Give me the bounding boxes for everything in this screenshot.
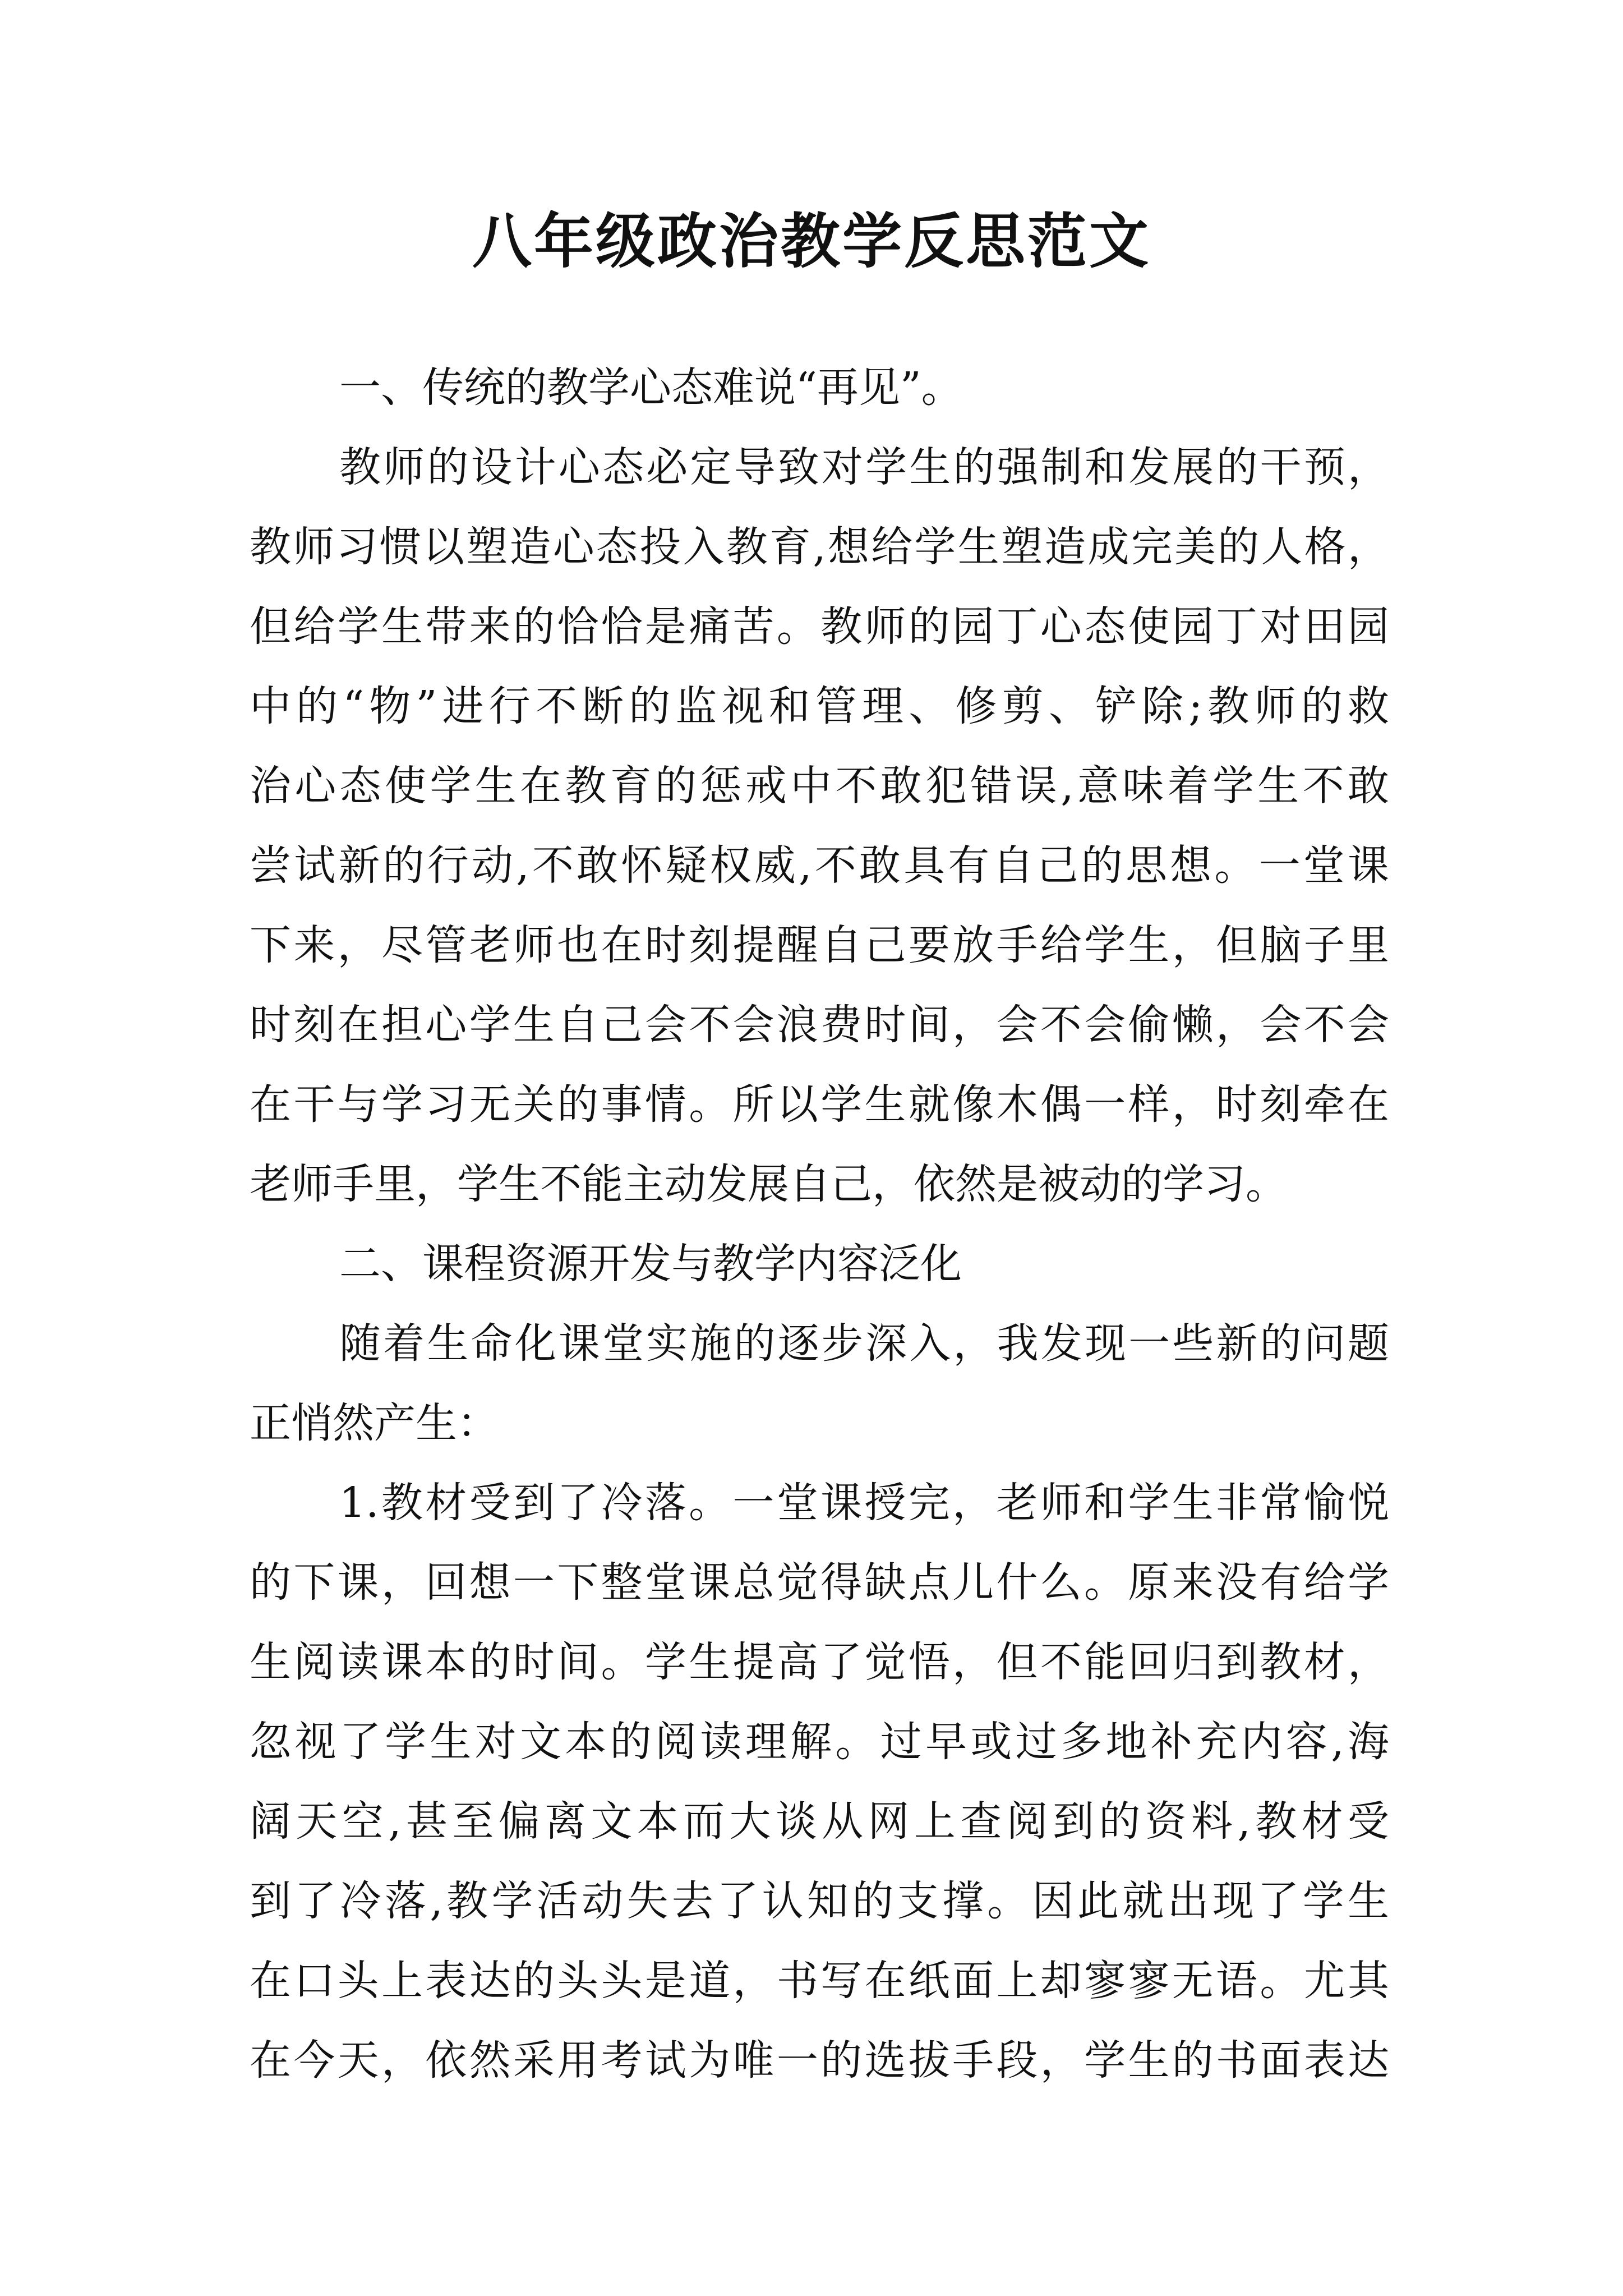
paragraph-line: 忽视了学生对文本的阅读理解。过早或过多地补充内容,海 [250,1718,1389,1766]
paragraph-line: 生阅读课本的时间。学生提高了觉悟，但不能回归到教材， [250,1638,1389,1686]
paragraph-line: 中的“物”进行不断的监视和管理、修剪、铲除;教师的救 [250,682,1389,730]
paragraph-line: 时刻在担心学生自己会不会浪费时间，会不会偷懒，会不会 [250,1001,1389,1049]
paragraph-line: 1.教材受到了冷落。一堂课授完，老师和学生非常愉悦 [339,1479,1389,1527]
paragraph-line: 阔天空,甚至偏离文本而大谈从网上查阅到的资料,教材受 [250,1797,1389,1846]
paragraph-line: 下来，尽管老师也在时刻提醒自己要放手给学生，但脑子里 [250,921,1389,969]
paragraph-line: 但给学生带来的恰恰是痛苦。教师的园丁心态使园丁对田园 [250,602,1389,651]
document-body [250,348,1389,2100]
paragraph-line: 教师的设计心态必定导致对学生的强制和发展的干预， [339,443,1389,491]
document-title: 八年级政治教学反思范文 [472,206,1151,276]
paragraph-line: 随着生命化课堂实施的逐步深入，我发现一些新的问题 [339,1319,1389,1368]
paragraph-line: 到了冷落,教学活动失去了认知的支撑。因此就出现了学生 [250,1877,1389,1925]
paragraph-line: 在口头上表达的头头是道，书写在纸面上却寥寥无语。尤其 [250,1957,1389,2005]
paragraph-line: 教师习惯以塑造心态投入教育,想给学生塑造成完美的人格， [250,523,1389,571]
paragraph-line: 尝试新的行动,不敢怀疑权威,不敢具有自己的思想。一堂课 [250,841,1389,890]
section-heading-1: 一、传统的教学心态难说“再见”。 [339,364,963,412]
section-heading-2: 二、课程资源开发与教学内容泛化 [339,1240,962,1288]
paragraph-line: 老师手里，学生不能主动发展自己，依然是被动的学习。 [250,1160,1287,1208]
paragraph-line: 治心态使学生在教育的惩戒中不敢犯错误,意味着学生不敢 [250,762,1389,810]
paragraph-line: 的下课，回想一下整堂课总觉得缺点儿什么。原来没有给学 [250,1558,1389,1607]
paragraph-line: 在今天，依然采用考试为唯一的选拔手段，学生的书面表达 [250,2036,1389,2085]
paragraph-line: 在干与学习无关的事情。所以学生就像木偶一样，时刻牵在 [250,1080,1389,1129]
paragraph-line: 正悄然产生： [250,1399,499,1447]
